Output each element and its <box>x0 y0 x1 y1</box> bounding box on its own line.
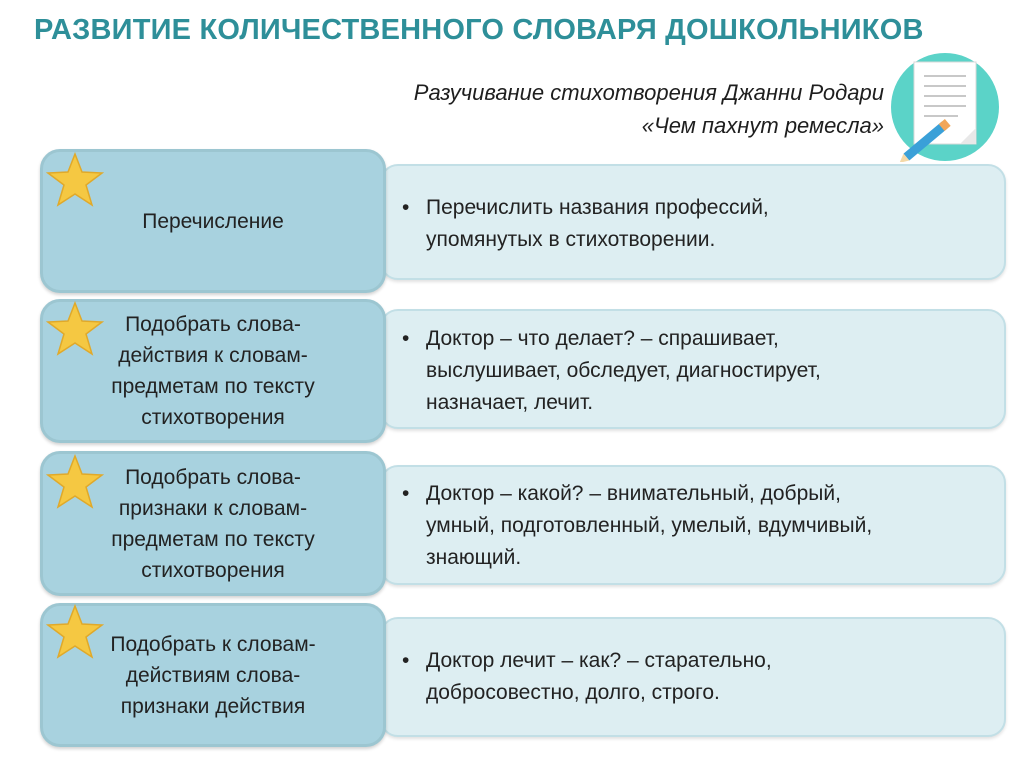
subtitle-line-1: Разучивание стихотворения Джанни Родари <box>413 80 884 105</box>
label-line: Подобрать к словам- <box>110 632 316 656</box>
star-icon <box>46 301 104 357</box>
bullet-line: упомянутых в стихотворении. <box>426 228 716 251</box>
bullet-line: • Перечислить названия профессий, <box>426 196 769 219</box>
bullet-line: знающий. <box>426 546 522 569</box>
document-with-pencil-icon <box>886 52 1004 162</box>
description-box-3 <box>380 465 1006 585</box>
label-text <box>110 629 315 722</box>
subtitle <box>414 76 884 142</box>
description-box-2 <box>380 309 1006 429</box>
description-bullet-3 <box>426 478 992 574</box>
label-text <box>111 309 315 433</box>
star-icon <box>46 604 104 660</box>
label-text <box>111 462 315 586</box>
description-bullet-4 <box>426 645 992 709</box>
description-bullet-1 <box>426 192 992 256</box>
bullet-line: • Доктор – что делает? – спрашивает, <box>426 327 779 350</box>
label-line: стихотворения <box>141 558 285 582</box>
label-line: признаки действия <box>120 694 306 718</box>
label-text: Перечисление <box>142 209 284 233</box>
label-line: стихотворения <box>141 406 285 429</box>
bullet-line: • Доктор лечит – как? – старательно, <box>426 649 772 672</box>
label-line: действия к словам- <box>118 344 308 367</box>
description-box-4 <box>380 617 1006 737</box>
label-line: предметам по тексту <box>111 375 315 398</box>
page-title: РАЗВИТИЕ КОЛИЧЕСТВЕННОГО СЛОВАРЯ ДОШКОЛЬНИКОВ <box>34 14 924 46</box>
bullet-line: назначает, лечит. <box>426 391 594 414</box>
description-bullet-2 <box>426 323 992 419</box>
label-line: Подобрать слова- <box>125 465 301 489</box>
description-box-1 <box>380 164 1006 280</box>
label-line: действиям слова- <box>125 663 301 687</box>
subtitle-line-2: «Чем пахнут ремесла» <box>641 113 884 138</box>
label-line: Подобрать слова- <box>125 313 301 336</box>
star-icon <box>46 152 104 208</box>
bullet-line: умный, подготовленный, умелый, вдумчивый, <box>426 514 873 537</box>
bullet-line: выслушивает, обследует, диагностирует, <box>426 359 821 382</box>
bullet-line: добросовестно, долго, строго. <box>426 681 720 704</box>
label-line: признаки к словам- <box>118 496 308 520</box>
star-icon <box>46 454 104 510</box>
label-line: предметам по тексту <box>111 527 315 551</box>
bullet-line: • Доктор – какой? – внимательный, добрый, <box>426 482 841 505</box>
